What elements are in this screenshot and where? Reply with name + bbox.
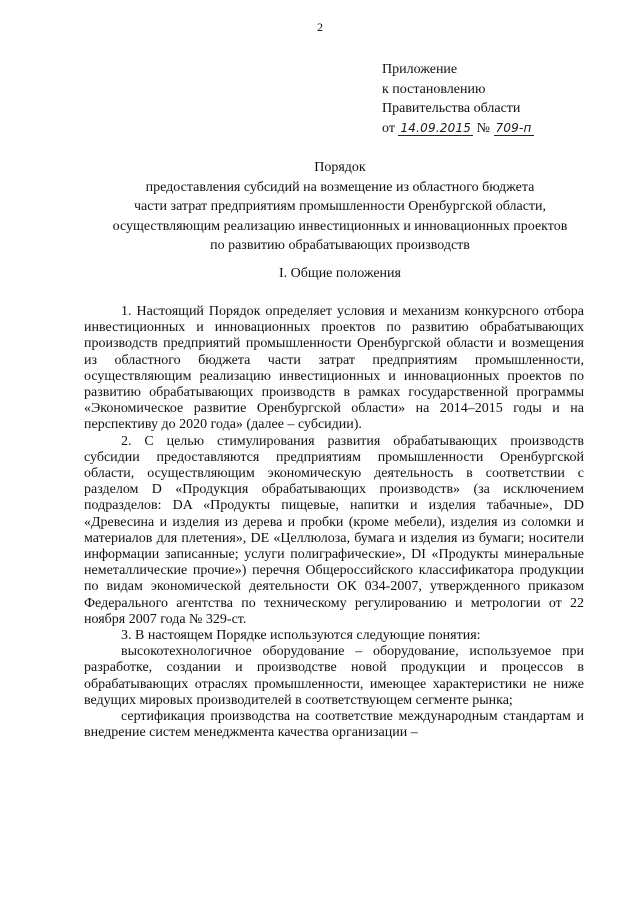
- handwritten-date: 14.09.2015: [400, 120, 472, 135]
- number-sign: №: [476, 120, 491, 136]
- section-heading: I. Общие положения: [279, 266, 401, 281]
- annex-block: [382, 60, 534, 138]
- document-title: [100, 158, 580, 256]
- handwritten-number: 709-п: [495, 120, 532, 135]
- title-line-3: части затрат предприятиям промышленности Оренбургской области,: [133, 199, 547, 214]
- annex-line-government: Правительства области: [382, 101, 521, 116]
- paragraph-2: 2. С целью стимулирования развития обрабатывающих производств субсидии предоставляются предприятиям промышленности Оренбургской области, осуществляющим экономическую деятельность в соответствии с разделом D «Продукция обрабатывающих производств» (за исключением подразделов: DA «Продукты пищевые, напитки и изделия табачные», DD «Древесина и изделия из дерева и пробки (кроме мебели), изделия из соломки и материалов для плетения», DE «Целлюлоза, бумага и изделия из бумаги; носители информации записанные; услуги полиграфические», DI «Продукты минеральные неметаллические прочие») перечня Общероссийского классификатора продукции по видам экономической деятельности ОК 034-2007, утвержденного приказом Федерального агентства по техническому регулированию и метрологии от 22 ноября 2007 года № 329-ст.: [84, 433, 584, 627]
- title-line-5: по развитию обрабатывающих производств: [210, 238, 470, 253]
- annex-line-to-resolution: к постановлению: [382, 81, 486, 97]
- title-line-4: осуществляющим реализацию инвестиционных и инновационных проектов: [112, 218, 568, 234]
- annex-from-prefix: от: [382, 120, 395, 136]
- paragraph-3: 3. В настоящем Порядке используются следующие понятия:: [121, 628, 481, 644]
- title-line-2: предоставления субсидий на возмещение из областного бюджета: [145, 179, 535, 195]
- paragraph-4: высокотехнологичное оборудование – оборудование, используемое при разработке, создании и производстве новой продукции и процессов в обрабатывающих отраслях промышленности, имеющее характеристики не ниже ведущих мировых производителей в соответствующем сегменте рынка;: [84, 644, 584, 708]
- page-number: 2: [317, 20, 323, 34]
- document-body: [84, 304, 584, 741]
- title-line-1: Порядок: [314, 160, 366, 175]
- paragraph-5: сертификация производства на соответствие международным стандартам и внедрение систем менеджмента качества организации –: [84, 709, 584, 741]
- annex-line-appendix: Приложение: [382, 62, 458, 77]
- annex-line-date-number: [382, 119, 534, 139]
- paragraph-1: 1. Настоящий Порядок определяет условия и механизм конкурсного отбора инвестиционных и инновационных проектов по развитию обрабатывающих производств предприятий промышленности Оренбургской области и возмещения из областного бюджета части затрат предприятиям промышленности, осуществляющим реализацию инвестиционных и инновационных проектов по развитию обрабатывающих производств в рамках государственной программы «Экономическое развитие Оренбургской области» на 2014–2015 годы и на перспективу до 2020 года» (далее – субсидии).: [84, 304, 584, 433]
